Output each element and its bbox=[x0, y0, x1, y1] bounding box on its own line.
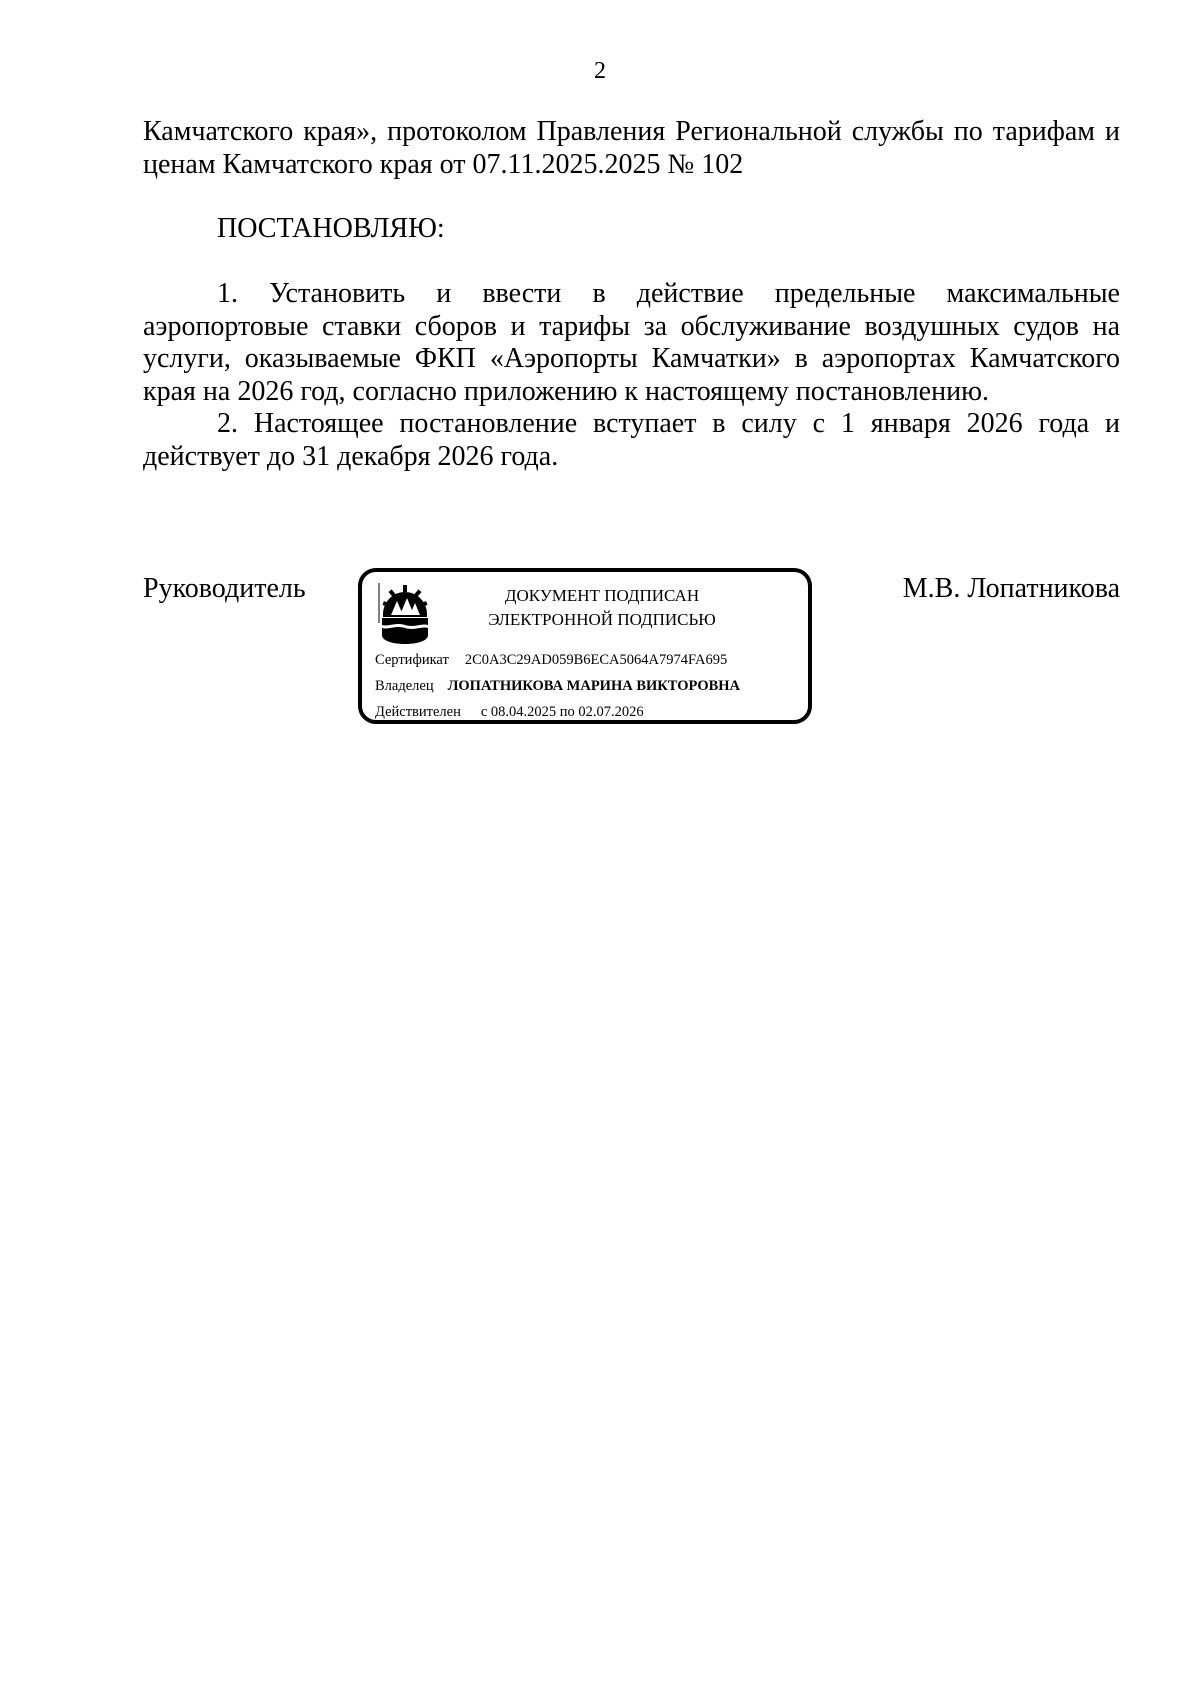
owner-value: ЛОПАТНИКОВА МАРИНА ВИКТОРОВНА bbox=[447, 678, 741, 694]
certificate-label: Сертификат bbox=[375, 652, 449, 668]
signer-position: Руководитель bbox=[143, 573, 306, 604]
stamp-title-line-1: ДОКУМЕНТ ПОДПИСАН bbox=[504, 586, 700, 605]
continuation-paragraph: Камчатского края», протоколом Правления Региональной службы по тарифам и ценам Камчатского края от 07.11.2025.2025 № 102 bbox=[143, 116, 1120, 180]
stamp-title-line-2: ЭЛЕКТРОННОЙ ПОДПИСЬЮ bbox=[488, 610, 716, 629]
decree-items bbox=[143, 278, 1120, 473]
page-number: 2 bbox=[594, 58, 606, 84]
decree-item-1: 1. Установить и ввести в действие предельные максимальные аэропортовые ставки сборов и тарифы за обслуживание воздушных судов на услуги, оказываемые ФКП «Аэропорты Камчатки» в аэропортах Камчатского края на 2026 год, согласно приложению к настоящему постановлению. bbox=[143, 278, 1120, 407]
decree-item-2: 2. Настоящее постановление вступает в силу с 1 января 2026 года и действует до 31 декабря 2026 года. bbox=[143, 408, 1120, 472]
stamp-validity-row bbox=[375, 702, 644, 722]
validity-label: Действителен bbox=[375, 704, 461, 720]
stamp-certificate-row bbox=[375, 650, 727, 670]
electronic-signature-stamp bbox=[358, 568, 812, 724]
kamchatka-emblem-icon bbox=[377, 581, 433, 645]
validity-value: с 08.04.2025 по 02.07.2026 bbox=[480, 704, 644, 720]
stamp-owner-row bbox=[375, 676, 740, 696]
owner-label: Владелец bbox=[375, 678, 434, 694]
signer-name: М.В. Лопатникова bbox=[902, 573, 1120, 604]
certificate-value: 2C0A3C29AD059B6ECA5064A7974FA695 bbox=[464, 652, 728, 668]
decree-heading: ПОСТАНОВЛЯЮ: bbox=[217, 213, 445, 244]
stamp-title bbox=[472, 584, 732, 632]
